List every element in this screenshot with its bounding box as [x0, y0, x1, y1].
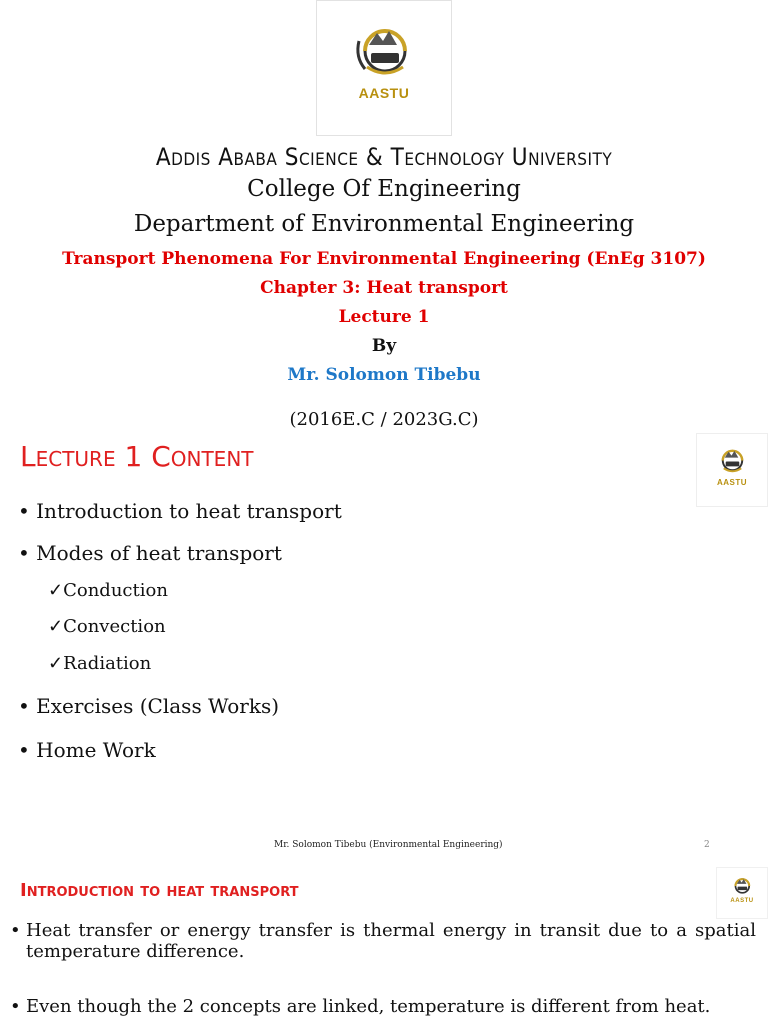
paragraph-text: Even though the 2 concepts are linked, temperature is different from heat. — [26, 996, 711, 1017]
check-text: Convection — [63, 616, 166, 637]
bullet-item — [18, 499, 342, 523]
check-icon: ✓ — [48, 580, 64, 601]
paragraph — [10, 996, 756, 1017]
check-text: Radiation — [63, 653, 152, 674]
bullet-dot: • — [18, 738, 37, 762]
bullet-item — [18, 694, 279, 718]
university-name: Addis Ababa Science & Technology University — [155, 143, 613, 171]
slide-footer: Mr. Solomon Tibebu (Environmental Engineering) — [274, 840, 503, 850]
aastu-emblem-icon — [349, 23, 419, 85]
department-name: Department of Environmental Engineering — [133, 211, 635, 237]
page-number: 2 — [704, 840, 710, 850]
college-name: College Of Engineering — [247, 176, 521, 202]
check-icon: ✓ — [48, 653, 64, 674]
academic-year: (2016E.C / 2023G.C) — [289, 409, 479, 430]
by-label: By — [371, 336, 397, 356]
content-slide-logo — [696, 433, 768, 507]
bullet-text: Exercises (Class Works) — [36, 694, 280, 718]
intro-slide-logo — [716, 867, 768, 919]
content-slide-title: Lecture 1 Content — [20, 440, 254, 473]
paragraph-text: Heat transfer or energy transfer is thermal energy in transit due to a spatial temperature difference. — [26, 920, 756, 962]
course-title: Transport Phenomena For Environmental Engineering (EnEg 3107) — [62, 249, 706, 269]
logo-text: AASTU — [358, 85, 410, 101]
check-text: Conduction — [63, 580, 168, 601]
check-item — [48, 616, 166, 637]
bullet-item — [18, 541, 282, 565]
aastu-emblem-icon — [730, 876, 754, 898]
bullet-dot: • — [10, 996, 21, 1017]
check-item — [48, 580, 168, 601]
check-item — [48, 653, 151, 674]
logo-text: AASTU — [730, 898, 754, 904]
main-logo — [316, 0, 452, 136]
paragraph — [10, 920, 756, 962]
chapter-title: Chapter 3: Heat transport — [260, 278, 508, 298]
bullet-dot: • — [18, 499, 37, 523]
author-name: Mr. Solomon Tibebu — [287, 365, 481, 385]
lecture-label: Lecture 1 — [338, 307, 430, 327]
bullet-text: Modes of heat transport — [36, 541, 282, 565]
bullet-text: Home Work — [36, 738, 156, 762]
bullet-dot: • — [10, 920, 21, 941]
logo-text: AASTU — [716, 478, 748, 487]
bullet-dot: • — [18, 694, 37, 718]
check-icon: ✓ — [48, 616, 64, 637]
bullet-item — [18, 738, 156, 762]
intro-slide-title: Introduction to heat transport — [20, 880, 299, 901]
aastu-emblem-icon — [715, 446, 749, 478]
bullet-text: Introduction to heat transport — [36, 499, 342, 523]
bullet-dot: • — [18, 541, 37, 565]
